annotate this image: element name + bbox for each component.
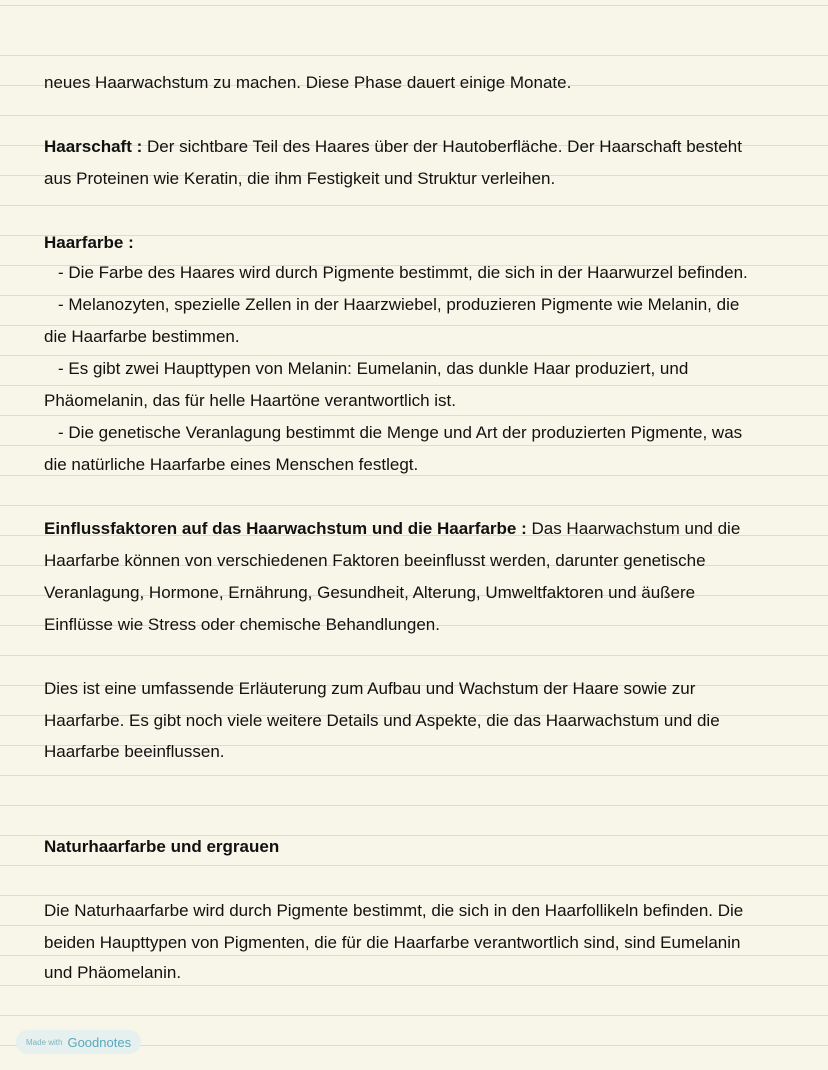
haarfarbe-heading: Haarfarbe :: [44, 233, 134, 252]
bullet-item: - Die Farbe des Haares wird durch Pigmente bestimmt, die sich in der Haarwurzel befinden.: [58, 263, 748, 282]
text-line: die natürliche Haarfarbe eines Menschen festlegt.: [44, 455, 419, 474]
text-line: Veranlagung, Hormone, Ernährung, Gesundheit, Alterung, Umweltfaktoren und äußere: [44, 583, 696, 602]
goodnotes-logo: Goodnotes: [67, 1034, 132, 1050]
einfluss-paragraph-line: [44, 514, 798, 544]
bullet-item: - Melanozyten, spezielle Zellen in der Haarzwiebel, produzieren Pigmente wie Melanin, die: [58, 295, 740, 314]
einfluss-text: Das Haarwachstum und die: [526, 519, 741, 538]
badge-prefix: Made with: [26, 1037, 63, 1047]
text-line: und Phäomelanin.: [44, 963, 182, 982]
text-line: Phäomelanin, das für helle Haartöne verantwortlich ist.: [44, 391, 456, 410]
bullet-item: - Es gibt zwei Haupttypen von Melanin: Eumelanin, das dunkle Haar produziert, und: [58, 359, 689, 378]
naturhaarfarbe-heading: Naturhaarfarbe und ergrauen: [44, 837, 280, 856]
text-line: Haarfarbe. Es gibt noch viele weitere Details und Aspekte, die das Haarwachstum und die: [44, 711, 720, 730]
einfluss-label: Einflussfaktoren auf das Haarwachstum und die Haarfarbe :: [44, 519, 527, 538]
text-line: Haarfarbe beeinflussen.: [44, 742, 225, 761]
text-line: neues Haarwachstum zu machen. Diese Phase dauert einige Monate.: [44, 73, 572, 92]
text-line: Dies ist eine umfassende Erläuterung zum Aufbau und Wachstum der Haare sowie zur: [44, 679, 696, 698]
text-line: aus Proteinen wie Keratin, die ihm Festigkeit und Struktur verleihen.: [44, 169, 556, 188]
text-line: Haarfarbe können von verschiedenen Faktoren beeinflusst werden, darunter genetische: [44, 551, 706, 570]
text-line: die Haarfarbe bestimmen.: [44, 327, 240, 346]
bullet-item: - Die genetische Veranlagung bestimmt die Menge und Art der produzierten Pigmente, was: [58, 423, 743, 442]
haarschaft-text: Der sichtbare Teil des Haares über der Hautoberfläche. Der Haarschaft besteht: [142, 137, 742, 156]
haarschaft-label: Haarschaft :: [44, 137, 143, 156]
text-line: beiden Haupttypen von Pigmenten, die für die Haarfarbe verantwortlich sind, sind Eumelanin: [44, 933, 741, 952]
made-with-goodnotes-badge[interactable]: [16, 1030, 141, 1054]
text-line: Die Naturhaarfarbe wird durch Pigmente bestimmt, die sich in den Haarfollikeln befinden. Die: [44, 901, 744, 920]
haarschaft-paragraph-line: [44, 132, 798, 162]
text-line: Einflüsse wie Stress oder chemische Behandlungen.: [44, 615, 440, 634]
